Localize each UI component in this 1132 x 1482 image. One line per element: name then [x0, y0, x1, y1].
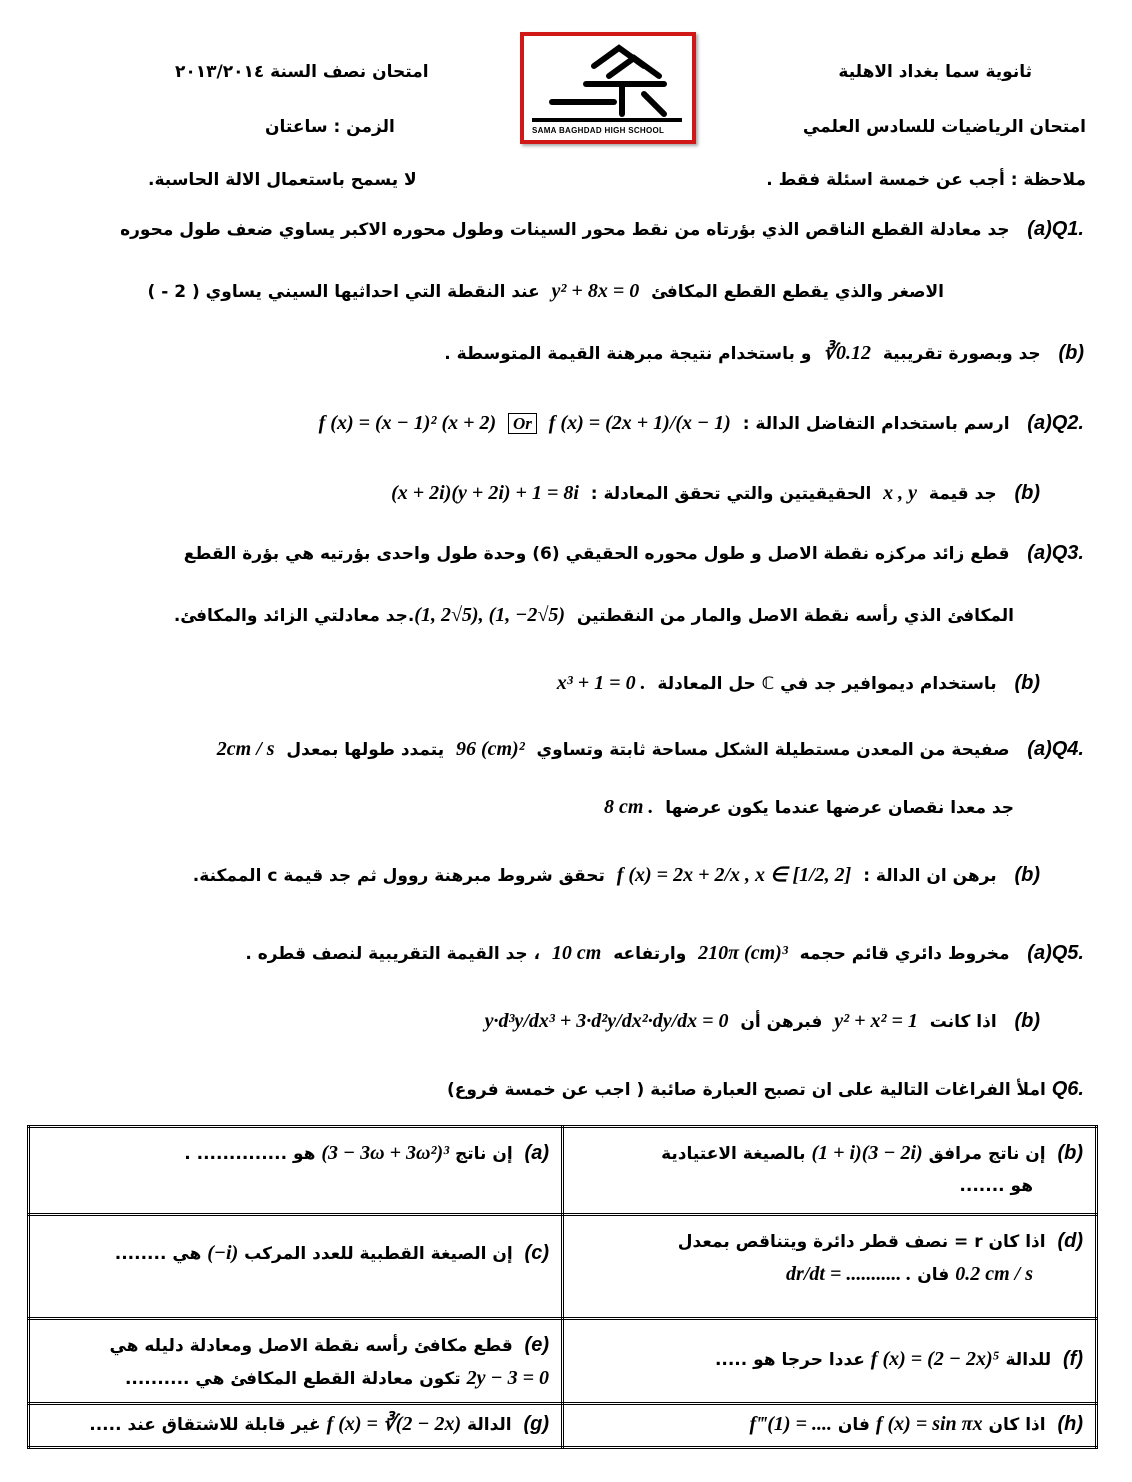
q1-b-text1: جد وبصورة تقريبية	[882, 344, 1041, 364]
q6-c-text1: إن الصيغة القطبية للعدد المركب	[244, 1244, 513, 1264]
q6-a-text1: إن ناتج	[455, 1144, 513, 1164]
q4-b-text1: برهن ان الدالة :	[863, 866, 997, 886]
q3-b-equation: x³ + 1 = 0 .	[556, 672, 646, 694]
exam-title: امتحان نصف السنة ٢٠١٣/٢٠١٤	[175, 62, 429, 82]
q1-number: Q1.	[1051, 218, 1084, 240]
q5-a-text1: مخروط دائري قائم حجمه	[799, 944, 1010, 964]
q5-a-label: (a)	[1027, 942, 1052, 964]
q4-a-label: (a)	[1027, 738, 1052, 760]
q1-a-equation: y² + 8x = 0	[551, 280, 640, 302]
q6-b-cell	[563, 1127, 1097, 1215]
q2-a-or-box: Or	[508, 413, 537, 434]
q6-text: املأ الفراغات التالية على ان تصبح العبارة صائبة ( اجب عن خمسة فروع)	[446, 1080, 1046, 1100]
q2-b-label: (b)	[1014, 482, 1040, 504]
q5-b-line	[485, 1010, 1040, 1033]
q6-table	[27, 1125, 1098, 1449]
q3-a-label: (a)	[1027, 542, 1052, 564]
q2-a-line	[319, 412, 1084, 435]
q6-e-cell	[29, 1319, 563, 1404]
q3-b-line	[557, 672, 1040, 695]
q5-a-height: 10 cm	[551, 942, 602, 964]
q1-a-text: جد معادلة القطع الناقص الذي بؤرتاه من نقط محور السينات وطول محوره الاكبر يساوي ضعف طول محوره	[120, 220, 1010, 240]
q1-a-line2-text: الاصغر والذي يقطع القطع المكافئ	[651, 282, 944, 302]
q5-a-text2: وارتفاعه	[613, 944, 687, 964]
q1-b-label: (b)	[1058, 342, 1084, 364]
q6-b-text2: بالصيغة الاعتيادية	[661, 1144, 806, 1164]
school-name: ثانوية سما بغداد الاهلية	[838, 62, 1032, 82]
q6-f-text1: للدالة	[1005, 1350, 1052, 1370]
school-logo	[520, 32, 696, 144]
q1-a-line1	[120, 218, 1084, 241]
q4-a-line2	[604, 796, 1014, 819]
q2-b-text2: الحقيقيتين والتي تحقق المعادلة :	[590, 484, 872, 504]
q6-e-text1: قطع مكافئ رأسه نقطة الاصل ومعادلة دليله هي	[109, 1336, 513, 1356]
q6-h-math2: f‴(1) = ....	[749, 1413, 832, 1435]
q6-b-text1: إن ناتج مرافق	[928, 1144, 1046, 1164]
q6-f-text2: عددا حرجا هو .....	[714, 1350, 865, 1370]
q2-b-equation: (x + 2i)(y + 2i) + 1 = 8i	[391, 482, 579, 504]
q3-b-label: (b)	[1014, 672, 1040, 694]
q6-h-cell	[563, 1404, 1097, 1448]
q5-a-text3: ، جد القيمة التقريبية لنصف قطره .	[245, 944, 541, 964]
q1-a-line2	[148, 280, 944, 303]
q5-b-equation2: y·d³y/dx³ + 3·d²y/dx²·dy/dx = 0	[484, 1010, 729, 1032]
q3-a-text1: قطع زائد مركزه نقطة الاصل و طول محوره الحقيقي (6) وحدة طول واحدى بؤرتيه هي بؤرة القطع	[183, 544, 1010, 564]
q6-line	[447, 1078, 1084, 1101]
q6-c-text2: هي ........	[114, 1244, 202, 1264]
q2-b-vars: x , y	[883, 482, 918, 504]
q4-a-width: 8 cm .	[603, 796, 654, 818]
calculator-note: لا يسمح باستعمال الالة الحاسبة.	[148, 170, 417, 190]
q1-b-text2: و باستخدام نتيجة مبرهنة القيمة المتوسطة .	[444, 344, 812, 364]
q6-e-math: 2y − 3 = 0	[466, 1367, 549, 1389]
q6-d-math: 0.2 cm / s	[955, 1263, 1033, 1285]
q3-number: Q3.	[1051, 542, 1084, 564]
q6-a-text2: هو .............. .	[184, 1144, 316, 1164]
exam-note: ملاحظة : أجب عن خمسة اسئلة فقط .	[766, 170, 1086, 190]
q6-c-label: (c)	[524, 1242, 549, 1264]
q6-f-label: (f)	[1063, 1348, 1083, 1370]
q6-h-text1: اذا كان	[988, 1415, 1046, 1435]
q2-number: Q2.	[1051, 412, 1084, 434]
q6-number: Q6.	[1051, 1078, 1084, 1100]
q2-a-function2: f (x) = (x − 1)² (x + 2)	[318, 412, 497, 434]
logo-mark-icon	[524, 36, 692, 140]
q6-f-cell	[563, 1319, 1097, 1404]
q6-c-math: (−i)	[207, 1242, 239, 1264]
q4-b-text2: تحقق شروط مبرهنة روول ثم جد قيمة c الممكنة.	[192, 866, 605, 886]
q4-a-text2: يتمدد طولها بمعدل	[286, 740, 445, 760]
q2-a-label: (a)	[1027, 412, 1052, 434]
q6-g-math: f (x) = ∛(2 − 2x)	[326, 1413, 462, 1435]
q4-a-text3: جد معدا نقصان عرضها عندما يكون عرضها	[665, 798, 1014, 818]
q3-b-text: باستخدام ديموافير جد في ℂ حل المعادلة	[657, 674, 997, 694]
q6-b-math: (1 + i)(3 − 2i)	[811, 1142, 923, 1164]
q1-a-line2-end: عند النقطة التي احداثيها السيني يساوي ( 2 - )	[147, 282, 540, 302]
exam-time: الزمن : ساعتان	[265, 117, 395, 137]
q5-a-volume: 210π (cm)³	[698, 942, 788, 964]
q6-d-text1: اذا كان r = نصف قطر دائرة ويتناقص بمعدل	[677, 1232, 1046, 1252]
q6-g-cell	[29, 1404, 563, 1448]
q3-a-line2-end: .جد معادلتي الزائد والمكافئ.	[173, 606, 415, 626]
q4-b-line	[193, 862, 1040, 887]
q6-g-text2: غير قابلة للاشتقاق عند .....	[89, 1415, 321, 1435]
q1-b-line	[444, 340, 1084, 365]
q5-b-text2: فبرهن أن	[740, 1012, 823, 1032]
q4-b-function: f (x) = 2x + 2/x , x ∈ [1/2, 2]	[616, 864, 852, 886]
q4-a-rate: 2cm / s	[216, 738, 275, 760]
q2-b-line	[391, 482, 1040, 505]
q5-b-text1: اذا كانت	[929, 1012, 997, 1032]
q4-a-text1: صفيحة من المعدن مستطيلة الشكل مساحة ثابتة وتساوي	[536, 740, 1010, 760]
q3-a-line2-text: المكافئ الذي رأسه نقطة الاصل والمار من النقطتين	[576, 606, 1014, 626]
q6-a-math: (3 − 3ω + 3ω²)³	[321, 1142, 450, 1164]
logo-english-text: SAMA BAGHDAD HIGH SCHOOL	[532, 126, 665, 135]
q2-b-text1: جد قيمة	[928, 484, 997, 504]
q6-b-text3: هو .......	[959, 1176, 1033, 1196]
q6-b-label: (b)	[1057, 1142, 1083, 1164]
q4-a-area: 96 (cm)²	[455, 738, 525, 760]
q6-h-label: (h)	[1057, 1413, 1083, 1435]
q1-a-label: (a)	[1027, 218, 1052, 240]
q2-a-function1: f (x) = (2x + 1)/(x − 1)	[548, 412, 731, 434]
q6-a-cell	[29, 1127, 563, 1215]
q5-b-equation1: y² + x² = 1	[834, 1010, 918, 1032]
q4-number: Q4.	[1051, 738, 1084, 760]
q2-a-text: ارسم باستخدام التفاضل الدالة :	[742, 414, 1010, 434]
q5-a-line	[245, 942, 1084, 965]
q4-b-label: (b)	[1014, 864, 1040, 886]
q6-d-cell	[563, 1215, 1097, 1319]
q6-a-label: (a)	[524, 1142, 549, 1164]
q1-b-math: ∛0.12	[823, 342, 871, 364]
q5-b-label: (b)	[1014, 1010, 1040, 1032]
q6-g-text1: الدالة	[467, 1415, 512, 1435]
q3-a-points: (1, 2√5), (1, −2√5)	[414, 604, 566, 626]
subject-title: امتحان الرياضيات للسادس العلمي	[802, 117, 1086, 137]
q6-h-text2: فان	[837, 1415, 870, 1435]
q6-e-label: (e)	[524, 1334, 549, 1356]
q4-a-line1	[217, 738, 1084, 761]
q6-f-math: f (x) = (2 − 2x)⁵	[870, 1348, 1000, 1370]
q5-number: Q5.	[1051, 942, 1084, 964]
q6-h-math: f (x) = sin πx	[875, 1413, 983, 1435]
q6-c-cell	[29, 1215, 563, 1319]
q6-d-text2: فان	[917, 1265, 950, 1285]
q6-d-math2: dr/dt = ........... .	[786, 1263, 912, 1285]
q3-a-line1	[184, 542, 1084, 565]
q6-g-label: (g)	[523, 1413, 549, 1435]
q6-e-text2: تكون معادلة القطع المكافئ هي ..........	[124, 1369, 461, 1389]
q6-d-label: (d)	[1057, 1230, 1083, 1252]
q3-a-line2	[174, 604, 1014, 627]
